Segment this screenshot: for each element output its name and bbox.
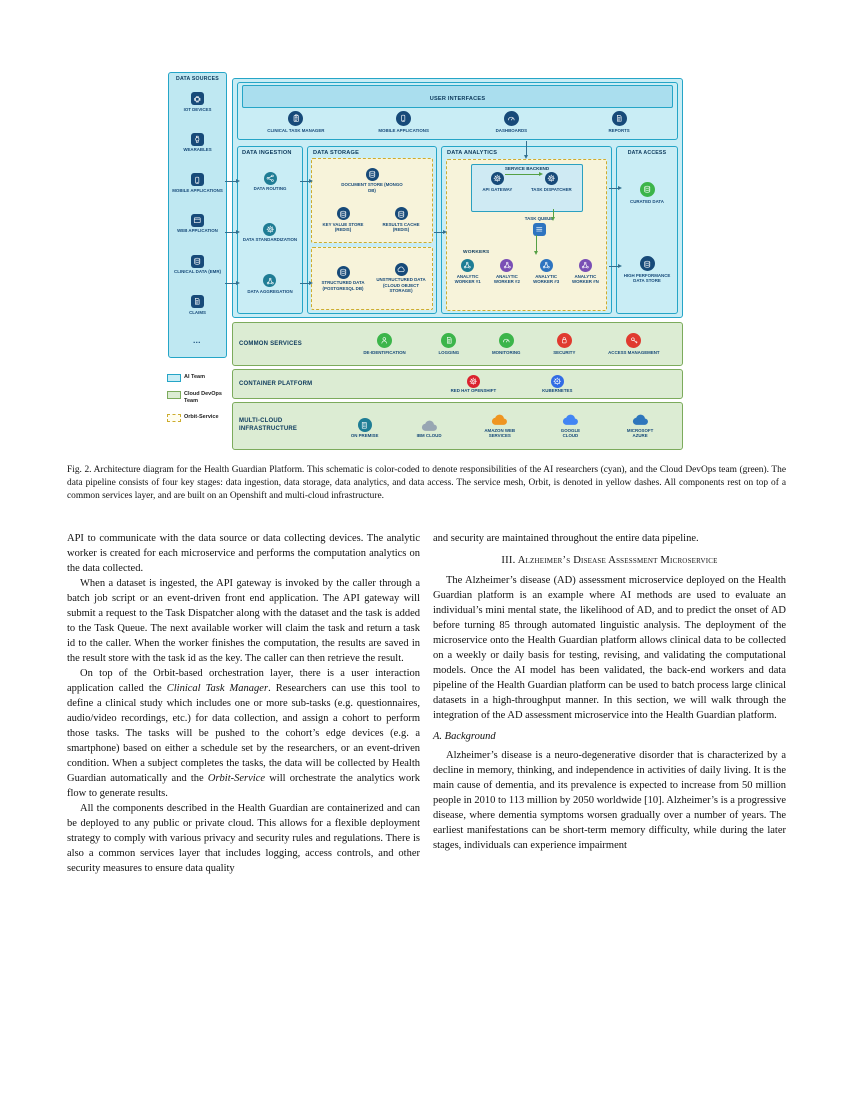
service-backend-title: SERVICE BACKEND [504, 166, 550, 171]
panel-title: DATA STORAGE [313, 150, 360, 156]
openshift-icon [467, 375, 480, 388]
item-label: MONITORING [491, 349, 521, 355]
common-service-item [553, 333, 575, 355]
ingestion-item [247, 274, 292, 294]
flow-arrow [609, 188, 618, 189]
building-icon [358, 418, 372, 432]
orbit-service-swatch [167, 414, 181, 422]
italic-text: Clinical Task Manager [166, 683, 269, 694]
figure-caption: Fig. 2. Architecture diagram for the Health Guardian Platform. This schematic is color-coded to denote responsibilities of the AI researchers (cyan), and the Cloud DevOps team (green). The data pipeline consists of four key stages: data ingestion, data storage, data analytics, and data access. The service mesh, Orbit, is denoted in yellow dashes. All components rest on top of a common services layer, and are built on an Openshift and multi-cloud infrastructure. [67, 465, 786, 501]
storage-item [374, 263, 428, 294]
analytic-worker [566, 259, 605, 285]
flow-arrow [300, 283, 309, 284]
ui-item [251, 111, 341, 133]
gauge-icon [504, 111, 519, 126]
item-label: STRUCTURED DATA (POSTGRESQL DB) [321, 280, 365, 291]
panel-header [242, 85, 673, 108]
list-icon [533, 223, 546, 236]
flow-arrow [225, 283, 236, 284]
cloud-icon [395, 263, 408, 276]
item-label: RED HAT OPENSHIFT [450, 388, 497, 393]
ibm-cloud-icon [421, 419, 438, 432]
panel-title: USER INTERFACES [429, 96, 486, 102]
item-label: API GATEWAY [482, 186, 513, 192]
common-service-item [363, 333, 405, 355]
common-service-item [438, 333, 459, 355]
ui-item [359, 111, 449, 133]
flow-arrow [225, 181, 236, 182]
item-label: DOCUMENT STORE (MONGO DB) [341, 182, 403, 193]
flow-arrow [434, 232, 443, 233]
subsection-heading: A. Background [433, 731, 496, 742]
cloud-item [621, 413, 659, 439]
orbit-service-region [311, 158, 433, 243]
database-icon [337, 207, 350, 220]
text-run: . Researchers can use this tool to define a clinical study which includes one or more sub-tasks (e.g. questionnaires, audio/video recordings, etc.) for data collection, and assign a cohort to perform those tasks. The tasks will be pushed to the cohort’s edge devices (e.g. a smartphone) based on either a schedule set by the researchers, or an event-driven condition. When a subject completes the tasks, the data will be collected by Health Guardian automatically and the [67, 683, 421, 784]
orbit-service-region [311, 247, 433, 310]
cloud-item [480, 413, 520, 439]
panel-data-analytics [441, 146, 612, 314]
item-label: AMAZON WEB SERVICES [484, 427, 516, 439]
item-label: ANALYTIC WORKER #N [571, 273, 599, 284]
item-label: MOBILE APPLICATIONS [378, 127, 429, 133]
panel-title: CONTAINER PLATFORM [239, 381, 313, 387]
item-label: SECURITY [553, 349, 576, 355]
user-icon [377, 333, 392, 348]
panel-user-interfaces [237, 82, 678, 140]
data-source-more [193, 336, 203, 345]
item-label: ACCESS MANAGEMENT [608, 349, 660, 355]
lock-icon [557, 333, 572, 348]
item-label: WEARABLES [183, 147, 212, 153]
paragraph: Alzheimer’s disease is a neuro-degenerative disorder that is characterized by a decline in memory, thinking, and independence in activities of daily living. It is the main cause of dementia, and its prevalence is expected to increase from 50 million people in 2010 to 113 million by 2050 worldwide [10]. Alzheimer’s is a progressive disease, where dementia symptoms worsen gradually over a number of years. The earliest manifestations can be short-term memory difficulty, while during the later stages, individuals can experience impairment [433, 750, 786, 851]
paragraph: When a dataset is ingested, the API gateway is invoked by the caller through a batch job script or an event-driven front end application. The API gateway will submit a request to the Task Dispatcher along with the dataset and the task is added to the Task Queue. The next available worker will claim the task and return a task id to the caller. When the worker finishes the computation, the results are saved in the result store with the task id as the key. The caller can then retrieve the result. [67, 578, 420, 664]
item-label: IOT DEVICES [183, 106, 212, 112]
item-label: GOOGLE CLOUD [560, 427, 581, 439]
legend-item [167, 391, 231, 405]
item-label: LOGGING [438, 349, 460, 355]
item-label: MOBILE APPLICATIONS [172, 187, 223, 193]
data-source-item [184, 92, 212, 112]
database-icon [366, 168, 379, 181]
database-icon [337, 266, 350, 279]
item-label: DATA ROUTING [253, 186, 287, 192]
item-label: CLINICAL DATA (EMR) [174, 269, 221, 275]
clipboard-icon [288, 111, 303, 126]
storage-item [316, 266, 370, 292]
common-service-item [608, 333, 659, 355]
data-source-item [189, 295, 206, 315]
analytic-worker [448, 259, 487, 285]
item-label: KEY VALUE STORE (REDIS) [322, 221, 364, 233]
item-label: ANALYTIC WORKER #1 [454, 273, 481, 284]
browser-icon [191, 214, 204, 227]
devops-team-swatch [167, 391, 181, 399]
key-icon [626, 333, 641, 348]
kubernetes-icon [551, 375, 564, 388]
item-label: UNSTRUCTURED DATA (CLOUD OBJECT STORAGE) [376, 277, 426, 294]
paragraph: API to communicate with the data source or data collecting devices. The analytic worker is created for each microservice and performs the computation analytics on the data collected. [67, 533, 420, 574]
right-column [433, 531, 786, 876]
figure-architecture-diagram [165, 70, 685, 460]
item-label: TASK DISPATCHER [530, 186, 572, 192]
item-label: REPORTS [608, 127, 630, 133]
item-label: ANALYTIC WORKER #3 [533, 273, 560, 284]
item-label: DE-IDENTIFICATION [363, 349, 406, 355]
share-nodes-icon [264, 172, 277, 185]
azure-icon [632, 413, 649, 426]
section-heading: III. Alzheimer’s Disease Assessment Microservice [501, 555, 718, 566]
panel-data-sources [168, 72, 227, 358]
panel-title: DATA ACCESS [627, 150, 667, 156]
panel-data-ingestion [237, 146, 303, 314]
document-icon [441, 333, 456, 348]
body-columns [67, 531, 786, 876]
figure-legend [167, 374, 231, 431]
ui-item [466, 111, 556, 133]
item-label: DATA AGGREGATION [247, 288, 293, 294]
analytic-worker [487, 259, 526, 285]
ingestion-item [243, 223, 297, 243]
aws-icon [491, 413, 508, 426]
panel-data-access [616, 146, 678, 314]
paragraph: and security are maintained throughout the entire data pipeline. [433, 533, 699, 544]
text-run: will orchestrate the analytics work flow to generate results. [67, 773, 420, 799]
item-label: TASK QUEUE [524, 216, 554, 221]
legend-label: Cloud DevOps Team [184, 391, 222, 404]
workers-title: WORKERS [463, 250, 490, 255]
flow-arrow [526, 141, 527, 155]
orbit-service-region [446, 159, 607, 311]
panel-title: COMMON SERVICES [239, 341, 302, 347]
cloud-item [351, 418, 379, 439]
item-label: CLAIMS [189, 309, 206, 315]
ui-item [574, 111, 664, 133]
database-icon [640, 256, 655, 271]
storage-item [376, 207, 426, 233]
common-service-item [492, 333, 520, 355]
panel-common-services [232, 322, 683, 366]
item-label: RESULTS CACHE (REDIS) [382, 221, 420, 233]
database-icon [640, 182, 655, 197]
container-platform-item [542, 375, 572, 394]
item-label: IBM CLOUD [416, 433, 442, 439]
phone-icon [396, 111, 411, 126]
legend-item [167, 374, 231, 382]
panel-title: DATA ANALYTICS [447, 150, 498, 156]
google-cloud-icon [562, 413, 579, 426]
gauge-icon [499, 333, 514, 348]
gear-icon [263, 223, 276, 236]
item-label: CURATED DATA [630, 198, 664, 204]
phone-icon [191, 173, 204, 186]
italic-text: Orbit-Service [207, 773, 266, 784]
panel-data-storage [307, 146, 437, 314]
cloud-item [553, 413, 587, 439]
item-label: ANALYTIC WORKER #2 [493, 273, 520, 284]
chip-icon [191, 92, 204, 105]
data-source-item [172, 173, 223, 193]
legend-label: Orbit-Service [184, 413, 219, 420]
panel-title: MULTI-CLOUD INFRASTRUCTURE [239, 418, 298, 432]
task-queue [511, 216, 567, 236]
paragraph [67, 666, 420, 801]
document-icon [612, 111, 627, 126]
service-backend-box [471, 164, 583, 212]
item-label: HIGH PERFORMANCE DATA STORE [623, 272, 671, 284]
flow-arrow [553, 209, 554, 217]
item-label: DATA STANDARDIZATION [242, 237, 298, 243]
paragraph: All the components described in the Health Guardian are containerized and can be deployed to any public or private cloud. This allows for a flexible deployment strategy to comply with various privacy and security rules and regulations. There is also a common services layer that includes logging, access controls, and other security measures to ensure data quality [67, 803, 420, 874]
item-label: CLINICAL TASK MANAGER [267, 127, 325, 133]
flow-arrow [300, 181, 309, 182]
storage-item [318, 207, 368, 233]
document-icon [191, 295, 204, 308]
flow-arrow [609, 266, 618, 267]
data-source-item [183, 133, 211, 153]
nodes-icon [263, 274, 276, 287]
item-label: ON PREMISE [350, 433, 379, 439]
legend-label: AI Team [184, 374, 205, 380]
data-source-item [174, 255, 221, 275]
watch-icon [191, 133, 204, 146]
paragraph: The Alzheimer’s disease (AD) assessment microservice deployed on the Health Guardian platform is an example where AI methods are used to evaluate an individual’s mini mental state, the likelihood of AD, and to predict the onset of AD before turning 85 through automated linguistic analysis. The deployment of the microservice onto the Health Guardian platform allows clinical data to be collected on a weekly or daily basis for testing, revising, and validating the computational models. Once the AI model has been validated, the back-end workers and data pipeline of the Health Guardian platform can be used to batch process large clinical datasets in a high-throughput manner. In this section, we will walk through the integration of the AD assessment microservice into the Health Guardian platform. [433, 575, 786, 721]
text-run: On top of the Orbit-based orchestration layer, there is a user interaction application called the [67, 668, 420, 694]
gear-icon [545, 172, 558, 185]
access-item [621, 182, 673, 204]
cloud-item [412, 419, 446, 439]
analytic-worker [527, 259, 566, 285]
legend-item [167, 414, 231, 422]
nodes-icon [461, 259, 474, 272]
data-source-item [177, 214, 218, 234]
ingestion-item [254, 172, 287, 192]
item-label: KUBERNETES [542, 388, 573, 393]
panel-title: DATA INGESTION [242, 150, 292, 156]
nodes-icon [540, 259, 553, 272]
nodes-icon [579, 259, 592, 272]
access-item [621, 256, 673, 284]
flow-arrow [225, 232, 236, 233]
nodes-icon [500, 259, 513, 272]
item-label: MICROSOFT AZURE [626, 427, 654, 439]
item-label: WEB APPLICATION [177, 228, 218, 234]
container-platform-item [451, 375, 497, 394]
left-column [67, 531, 420, 876]
panel-title: DATA SOURCES [176, 76, 219, 82]
panel-container-platform [232, 369, 683, 399]
storage-item [341, 168, 403, 194]
flow-arrow [536, 235, 537, 251]
database-icon [191, 255, 204, 268]
flow-arrow [505, 174, 539, 175]
item-label: DASHBOARDS [495, 127, 528, 133]
ai-team-swatch [167, 374, 181, 382]
gear-icon [491, 172, 504, 185]
panel-multicloud [232, 402, 683, 450]
database-icon [395, 207, 408, 220]
ellipsis-label: … [192, 335, 203, 345]
